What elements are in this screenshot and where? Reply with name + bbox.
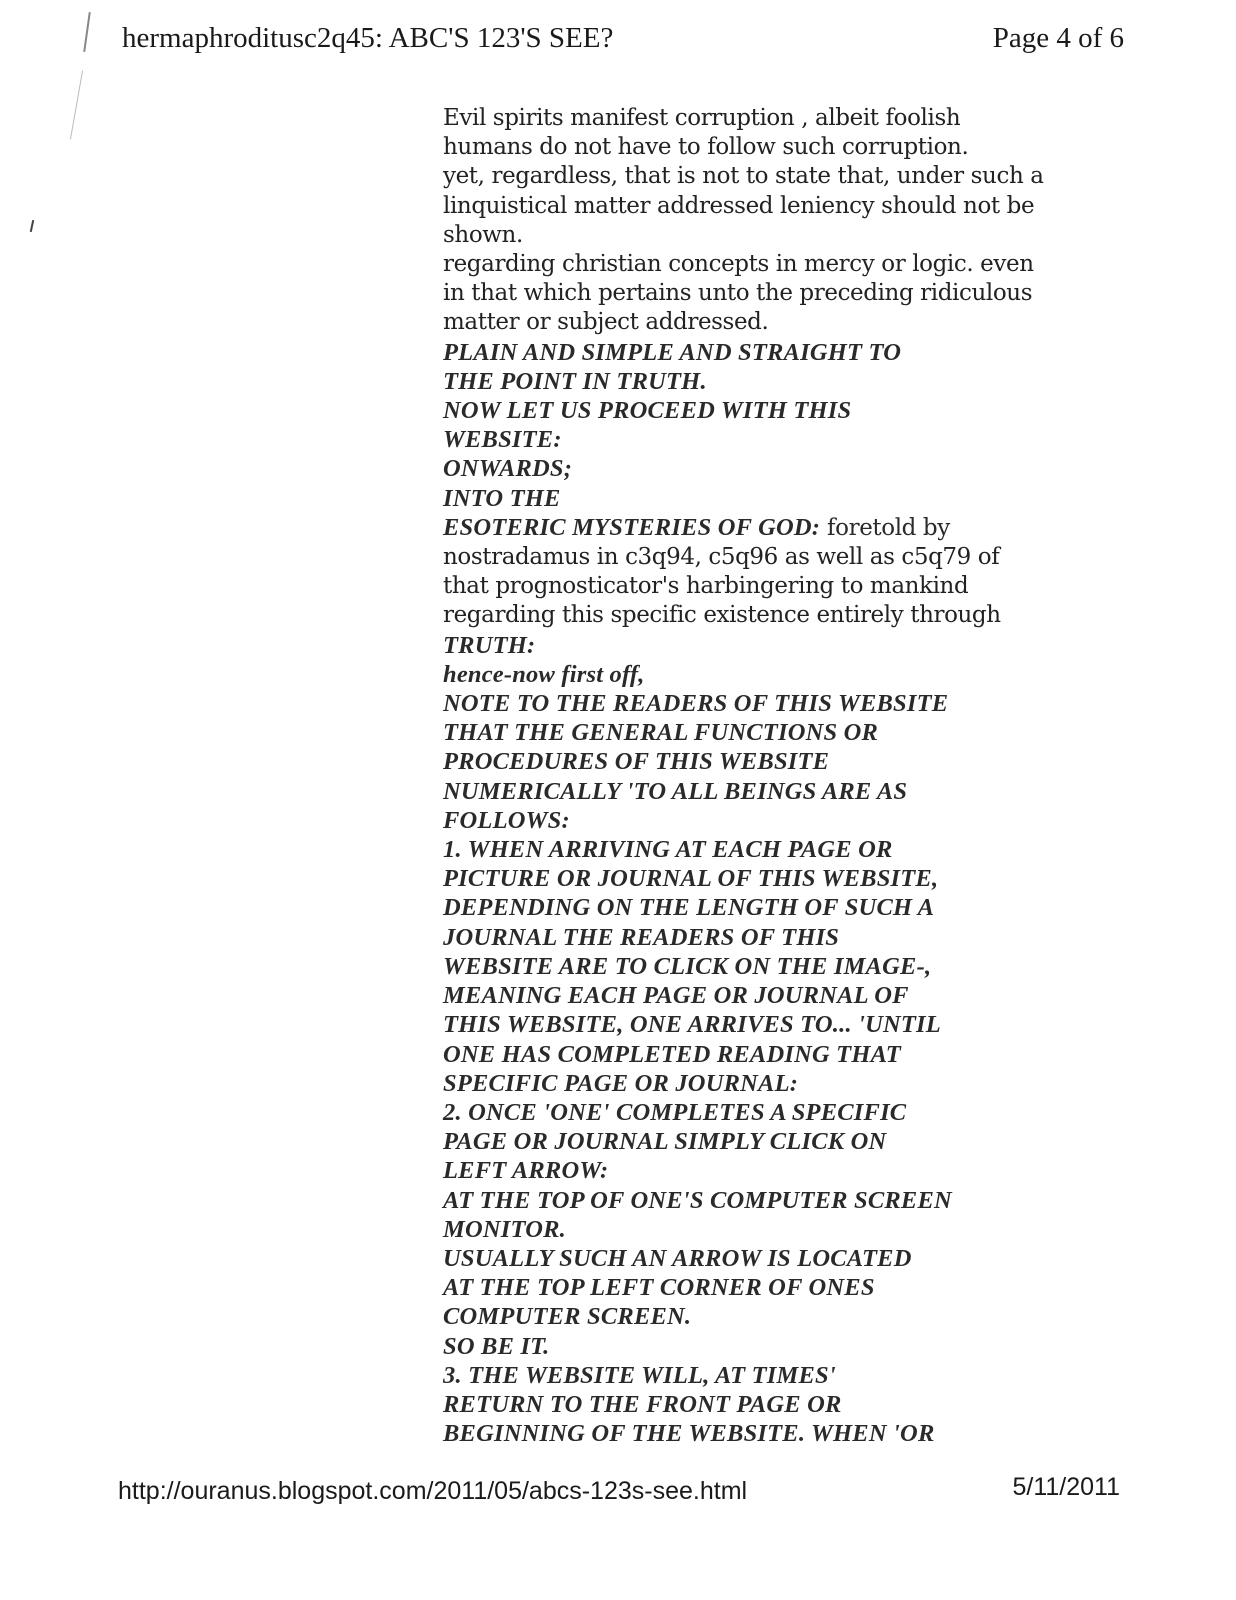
body-line	[443, 893, 1063, 922]
body-line-text: in that which pertains unto the preceding ridiculous	[443, 280, 1033, 307]
body-line-text: 2. ONCE 'ONE' COMPLETES A SPECIFIC	[443, 1098, 907, 1126]
body-line-text: JOURNAL THE READERS OF THIS	[443, 923, 840, 951]
body-line	[443, 981, 1063, 1010]
body-line	[443, 133, 1063, 162]
body-line	[443, 454, 1063, 483]
body-line-text: MEANING EACH PAGE OR JOURNAL OF	[443, 982, 909, 1010]
body-line-text: MONITOR.	[443, 1215, 566, 1243]
body-line	[443, 1156, 1063, 1185]
body-line	[443, 1215, 1063, 1244]
body-line	[443, 104, 1063, 133]
body-line	[443, 221, 1063, 250]
body-line-text: PROCEDURES OF THIS WEBSITE	[443, 748, 830, 776]
body-line	[443, 1010, 1063, 1039]
body-line	[443, 1098, 1063, 1127]
body-line	[443, 660, 1063, 689]
body-line-text: THE POINT IN TRUTH.	[443, 367, 707, 395]
body-line	[443, 1332, 1063, 1361]
body-line-text: humans do not have to follow such corruption.	[443, 134, 969, 161]
body-line-text: ESOTERIC MYSTERIES OF GOD:	[443, 513, 821, 541]
body-line-text: yet, regardless, that is not to state that, under such a	[443, 163, 1044, 190]
body-line	[443, 425, 1063, 454]
scan-artifact-mark	[83, 12, 91, 52]
source-url: http://ouranus.blogspot.com/2011/05/abcs-123s-see.html	[118, 1477, 748, 1505]
body-line	[443, 835, 1063, 864]
body-line	[443, 192, 1063, 221]
body-line-text: LEFT ARROW:	[443, 1157, 609, 1185]
body-line-text: PLAIN AND SIMPLE AND STRAIGHT TO	[443, 338, 902, 366]
body-line	[443, 864, 1063, 893]
body-line-text: nostradamus in c3q94, c5q96 as well as c5q79 of	[443, 544, 1000, 571]
body-line-text: matter or subject addressed.	[443, 309, 769, 336]
body-line	[443, 1069, 1063, 1098]
body-line-text: linquistical matter addressed leniency should not be	[443, 192, 1035, 219]
body-line	[443, 396, 1063, 425]
body-line	[443, 747, 1063, 776]
body-line-text: SO BE IT.	[443, 1332, 550, 1360]
body-line	[443, 1419, 1063, 1448]
body-line-text: AT THE TOP OF ONE'S COMPUTER SCREEN	[443, 1186, 952, 1214]
page-title: hermaphroditusc2q45: ABC'S 123'S SEE?	[122, 22, 614, 54]
body-line	[443, 601, 1063, 630]
body-line-text: ONWARDS;	[443, 455, 573, 483]
body-line-text: Evil spirits manifest corruption , albeit foolish	[443, 105, 961, 131]
body-line-text: WEBSITE ARE TO CLICK ON THE IMAGE-,	[443, 952, 932, 980]
body-line-text: TRUTH:	[443, 631, 536, 659]
body-line	[443, 1244, 1063, 1273]
body-line-text: PICTURE OR JOURNAL OF THIS WEBSITE,	[443, 865, 939, 893]
body-line-text: hence-now first off,	[443, 660, 645, 688]
body-line-text: COMPUTER SCREEN.	[443, 1303, 692, 1331]
body-line	[443, 689, 1063, 718]
body-line	[443, 543, 1063, 572]
scan-artifact-mark	[30, 220, 34, 232]
body-line	[443, 572, 1063, 601]
body-line-text: NUMERICALLY 'TO ALL BEINGS ARE AS	[443, 777, 908, 805]
body-line-text: regarding christian concepts in mercy or logic. even	[443, 251, 1034, 278]
print-date: 5/11/2011	[1012, 1473, 1120, 1501]
body-line-text: USUALLY SUCH AN ARROW IS LOCATED	[443, 1244, 912, 1272]
body-line-text: NOTE TO THE READERS OF THIS WEBSITE	[443, 690, 949, 718]
body-line-text: RETURN TO THE FRONT PAGE OR	[443, 1390, 842, 1418]
body-line	[443, 777, 1063, 806]
body-line	[443, 952, 1063, 981]
body-line-text: regarding this specific existence entirely through	[443, 602, 1001, 629]
body-line-text: AT THE TOP LEFT CORNER OF ONES	[443, 1274, 875, 1302]
body-line-text: WEBSITE:	[443, 426, 562, 454]
body-line-text: BEGINNING OF THE WEBSITE. WHEN 'OR	[443, 1420, 935, 1448]
body-line	[443, 923, 1063, 952]
body-line	[443, 1302, 1063, 1331]
body-line	[443, 1127, 1063, 1156]
body-line	[443, 484, 1063, 513]
body-line-text: THIS WEBSITE, ONE ARRIVES TO... 'UNTIL	[443, 1011, 941, 1039]
body-line	[443, 162, 1063, 191]
body-line-text: DEPENDING ON THE LENGTH OF SUCH A	[443, 894, 935, 922]
body-line	[443, 806, 1063, 835]
body-line-text: NOW LET US PROCEED WITH THIS	[443, 397, 852, 425]
body-line	[443, 367, 1063, 396]
body-line-text: shown.	[443, 221, 523, 248]
body-line-text: 1. WHEN ARRIVING AT EACH PAGE OR	[443, 836, 893, 864]
body-line-text: FOLLOWS:	[443, 806, 570, 834]
body-line-text: THAT THE GENERAL FUNCTIONS OR	[443, 719, 879, 747]
body-line-text: INTO THE	[443, 484, 561, 512]
body-line-tail: foretold by	[820, 514, 950, 541]
body-line	[443, 308, 1063, 337]
body-line-text: 3. THE WEBSITE WILL, AT TIMES'	[443, 1361, 836, 1389]
body-line-text: SPECIFIC PAGE OR JOURNAL:	[443, 1069, 799, 1097]
body-line	[443, 1273, 1063, 1302]
body-line	[443, 631, 1063, 660]
body-line	[443, 1390, 1063, 1419]
body-line	[443, 279, 1063, 308]
scan-artifact-mark	[70, 70, 83, 139]
body-line	[443, 250, 1063, 279]
body-line-text: that prognosticator's harbingering to mankind	[443, 573, 969, 600]
article-body	[443, 104, 1063, 1448]
body-line-text: PAGE OR JOURNAL SIMPLY CLICK ON	[443, 1128, 887, 1156]
body-line	[443, 1361, 1063, 1390]
body-line-text: ONE HAS COMPLETED READING THAT	[443, 1040, 901, 1068]
page-number: Page 4 of 6	[992, 22, 1124, 54]
body-line	[443, 718, 1063, 747]
body-line	[443, 513, 1063, 543]
body-line	[443, 338, 1063, 367]
body-line	[443, 1186, 1063, 1215]
body-line	[443, 1040, 1063, 1069]
